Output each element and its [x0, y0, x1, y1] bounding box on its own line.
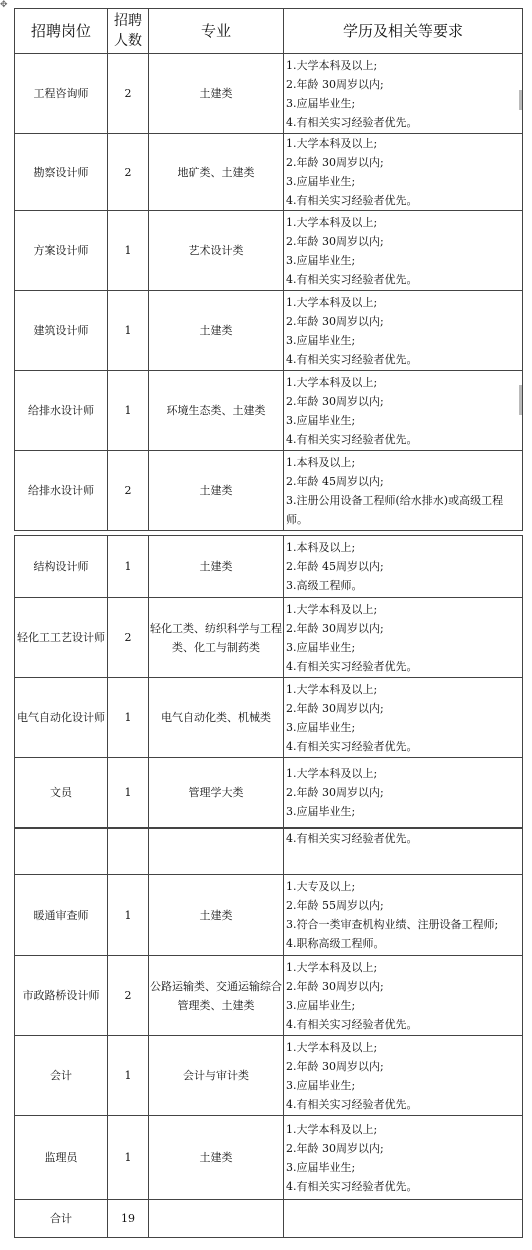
- recruitment-table-part-2: [14, 535, 523, 828]
- requirements-cell: [284, 451, 523, 531]
- count-cell: 1: [108, 1036, 149, 1116]
- requirement-line: 1.大学本科及以上;: [286, 1040, 378, 1054]
- position-cell: 电气自动化设计师: [15, 678, 108, 758]
- requirements-cell: [284, 678, 523, 758]
- requirement-line: 1.大学本科及以上;: [286, 295, 378, 309]
- requirement-line: 1.大学本科及以上;: [286, 682, 378, 696]
- major-cell: 土建类: [149, 54, 284, 134]
- requirements-cell: [284, 758, 523, 828]
- requirement-line: 4.有相关实习经验者优先。: [286, 115, 418, 129]
- requirements-cell: [284, 956, 523, 1036]
- requirements-cell: [284, 536, 523, 598]
- position-cell: 给排水设计师: [15, 451, 108, 531]
- position-cell: 结构设计师: [15, 536, 108, 598]
- requirement-line: 3.应届毕业生;: [286, 253, 356, 267]
- count-cell: 1: [108, 371, 149, 451]
- requirements-cell: [284, 1200, 523, 1238]
- table-row: [15, 211, 523, 291]
- requirements-cell: [284, 211, 523, 291]
- requirements-cell: [284, 291, 523, 371]
- requirement-line: 3.应届毕业生;: [286, 998, 356, 1012]
- requirement-line: 1.大学本科及以上;: [286, 58, 378, 72]
- count-cell: 1: [108, 875, 149, 956]
- table-row: [15, 54, 523, 134]
- table-row: [15, 451, 523, 531]
- count-cell: 1: [108, 291, 149, 371]
- requirement-line: 4.有相关实习经验者优先。: [286, 1097, 418, 1111]
- count-cell: 2: [108, 134, 149, 211]
- major-cell: 地矿类、土建类: [149, 134, 284, 211]
- requirement-line: 4.有相关实习经验者优先。: [286, 832, 418, 845]
- move-handle-icon[interactable]: ✥: [0, 0, 8, 10]
- table-row: [15, 1116, 523, 1200]
- position-cell: 工程咨询师: [15, 54, 108, 134]
- requirement-line: 2.年龄 30周岁以内;: [286, 1059, 384, 1073]
- page-shadow: [519, 385, 522, 415]
- requirements-cell: [284, 875, 523, 956]
- count-cell: 2: [108, 956, 149, 1036]
- count-cell: 2: [108, 54, 149, 134]
- table-row-continuation: [15, 829, 523, 875]
- requirement-line: 2.年龄 30周岁以内;: [286, 621, 384, 635]
- requirement-line: 1.大学本科及以上;: [286, 1122, 378, 1136]
- requirement-line: 3.高级工程师。: [286, 579, 363, 592]
- table-row: [15, 536, 523, 598]
- requirements-cell: [284, 598, 523, 678]
- requirement-line: 3.注册公用设备工程师(给水排水)或高级工程师。: [286, 493, 504, 526]
- table-row: [15, 678, 523, 758]
- table-row: [15, 371, 523, 451]
- header-requirements: 学历及相关等要求: [284, 9, 523, 54]
- major-cell: 土建类: [149, 1116, 284, 1200]
- requirement-line: 1.大学本科及以上;: [286, 137, 378, 150]
- count-cell: 2: [108, 598, 149, 678]
- major-cell: 会计与审计类: [149, 1036, 284, 1116]
- requirement-line: 4.有相关实习经验者优先。: [286, 1017, 418, 1031]
- requirement-line: 2.年龄 30周岁以内;: [286, 979, 384, 993]
- position-cell: 方案设计师: [15, 211, 108, 291]
- requirement-line: 3.应届毕业生;: [286, 640, 356, 654]
- requirement-line: 2.年龄 30周岁以内;: [286, 77, 384, 91]
- count-cell: 1: [108, 758, 149, 828]
- requirement-line: 1.大专及以上;: [286, 880, 356, 893]
- major-cell: 土建类: [149, 451, 284, 531]
- requirement-line: 3.应届毕业生;: [286, 96, 356, 110]
- position-cell: 给排水设计师: [15, 371, 108, 451]
- requirement-line: 4.有相关实习经验者优先。: [286, 1179, 418, 1193]
- table-header-row: [15, 9, 523, 54]
- position-cell: 勘察设计师: [15, 134, 108, 211]
- table-row: [15, 875, 523, 956]
- requirements-cell: [284, 54, 523, 134]
- requirement-line: 4.有相关实习经验者优先。: [286, 272, 418, 286]
- position-cell: 监理员: [15, 1116, 108, 1200]
- requirement-line: 2.年龄 45周岁以内;: [286, 474, 384, 488]
- requirement-line: 3.应届毕业生;: [286, 805, 356, 818]
- requirement-line: 2.年龄 30周岁以内;: [286, 786, 384, 799]
- position-cell: 会计: [15, 1036, 108, 1116]
- major-cell: 管理学大类: [149, 758, 284, 828]
- requirement-line: 1.大学本科及以上;: [286, 960, 378, 974]
- major-cell: 土建类: [149, 536, 284, 598]
- header-major: 专业: [149, 9, 284, 54]
- recruitment-table-part-1: [14, 8, 523, 531]
- requirement-line: 2.年龄 45周岁以内;: [286, 560, 384, 573]
- total-count: 19: [108, 1200, 149, 1238]
- table-row: [15, 291, 523, 371]
- requirement-line: 1.本科及以上;: [286, 455, 356, 469]
- requirements-cell: [284, 829, 523, 875]
- position-cell: 轻化工工艺设计师: [15, 598, 108, 678]
- requirement-line: 3.应届毕业生;: [286, 175, 356, 188]
- count-cell: 2: [108, 451, 149, 531]
- requirements-cell: [284, 134, 523, 211]
- major-cell: 土建类: [149, 291, 284, 371]
- requirement-line: 4.有相关实习经验者优先。: [286, 659, 418, 673]
- requirement-line: 1.大学本科及以上;: [286, 767, 378, 780]
- requirement-line: 2.年龄 30周岁以内;: [286, 234, 384, 248]
- requirement-line: 1.大学本科及以上;: [286, 215, 378, 229]
- requirement-line: 3.应届毕业生;: [286, 1160, 356, 1174]
- page-shadow: [519, 90, 522, 110]
- count-cell: [108, 829, 149, 875]
- table-row: [15, 1036, 523, 1116]
- requirement-line: 4.有相关实习经验者优先。: [286, 352, 418, 366]
- requirement-line: 1.大学本科及以上;: [286, 375, 378, 389]
- position-cell: 暖通审查师: [15, 875, 108, 956]
- count-cell: 1: [108, 1116, 149, 1200]
- major-cell: 电气自动化类、机械类: [149, 678, 284, 758]
- recruitment-table-part-3: [14, 828, 523, 1238]
- major-cell: 公路运输类、交通运输综合管理类、土建类: [149, 956, 284, 1036]
- total-label: 合计: [15, 1200, 108, 1238]
- major-cell: [149, 1200, 284, 1238]
- major-cell: [149, 829, 284, 875]
- requirement-line: 2.年龄 30周岁以内;: [286, 701, 384, 715]
- major-cell: 环境生态类、土建类: [149, 371, 284, 451]
- major-cell: 艺术设计类: [149, 211, 284, 291]
- requirement-line: 4.有相关实习经验者优先。: [286, 194, 418, 207]
- requirement-line: 4.职称高级工程师。: [286, 937, 385, 950]
- position-cell: 文员: [15, 758, 108, 828]
- requirement-line: 3.应届毕业生;: [286, 720, 356, 734]
- requirement-line: 3.符合一类审查机构业绩、注册设备工程师;: [286, 918, 499, 931]
- count-cell: 1: [108, 536, 149, 598]
- count-cell: 1: [108, 678, 149, 758]
- requirement-line: 2.年龄 30周岁以内;: [286, 156, 384, 169]
- count-cell: 1: [108, 211, 149, 291]
- table-row: [15, 758, 523, 828]
- header-count: 招聘人数: [108, 9, 149, 54]
- requirement-line: 4.有相关实习经验者优先。: [286, 739, 418, 753]
- table-row: [15, 956, 523, 1036]
- major-cell: 土建类: [149, 875, 284, 956]
- header-position: 招聘岗位: [15, 9, 108, 54]
- position-cell: 建筑设计师: [15, 291, 108, 371]
- position-cell: 市政路桥设计师: [15, 956, 108, 1036]
- requirements-cell: [284, 1116, 523, 1200]
- requirement-line: 1.大学本科及以上;: [286, 602, 378, 616]
- table-row: [15, 598, 523, 678]
- requirement-line: 3.应届毕业生;: [286, 413, 356, 427]
- requirements-cell: [284, 1036, 523, 1116]
- position-cell: [15, 829, 108, 875]
- total-row: [15, 1200, 523, 1238]
- requirement-line: 4.有相关实习经验者优先。: [286, 432, 418, 446]
- major-cell: 轻化工类、纺织科学与工程类、化工与制药类: [149, 598, 284, 678]
- requirement-line: 3.应届毕业生;: [286, 333, 356, 347]
- requirement-line: 2.年龄 30周岁以内;: [286, 394, 384, 408]
- requirement-line: 2.年龄 55周岁以内;: [286, 899, 384, 912]
- requirements-cell: [284, 371, 523, 451]
- table-row: [15, 134, 523, 211]
- requirement-line: 1.本科及以上;: [286, 541, 356, 554]
- requirement-line: 2.年龄 30周岁以内;: [286, 1141, 384, 1155]
- requirement-line: 2.年龄 30周岁以内;: [286, 314, 384, 328]
- requirement-line: 3.应届毕业生;: [286, 1078, 356, 1092]
